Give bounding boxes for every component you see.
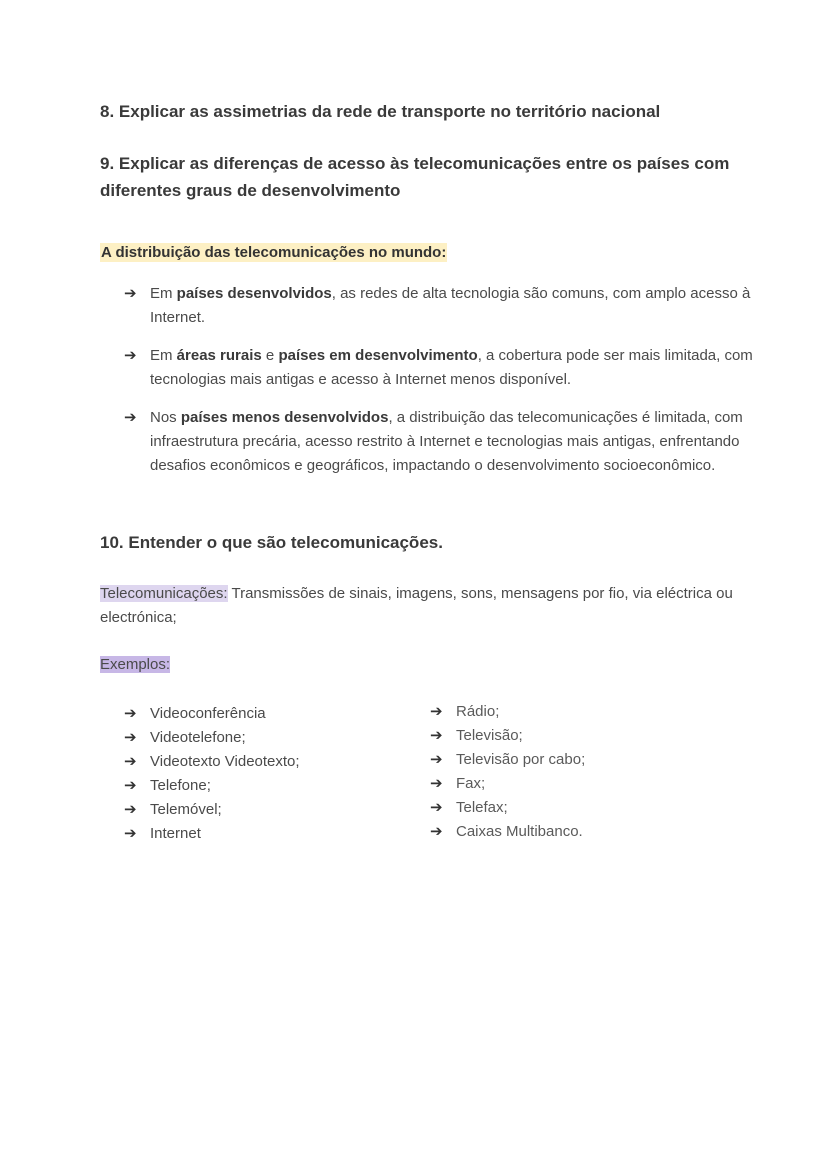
arrow-icon: ➔	[430, 775, 443, 792]
arrow-icon: ➔	[124, 705, 137, 722]
list-item: ➔ Telefax;	[430, 796, 585, 820]
arrow-icon: ➔	[430, 823, 443, 840]
arrow-icon: ➔	[124, 825, 137, 842]
list-item: ➔ Nos países menos desenvolvidos, a distribuição das telecomunicações é limitada, com infraestrutura precária, acesso restrito à Internet e tecnologias mais antigas, enfrentando desafios econômicos e geográficos, impactando o desenvolvimento socioeconômico.	[124, 406, 784, 478]
examples-left-list	[124, 702, 300, 846]
list-item: ➔ Em áreas rurais e países em desenvolvimento, a cobertura pode ser mais limitada, com tecnologias mais antigas e acesso à Internet menos disponível.	[124, 344, 784, 392]
arrow-icon: ➔	[124, 347, 137, 364]
list-item: ➔ Telemóvel;	[124, 798, 300, 822]
arrow-icon: ➔	[124, 729, 137, 746]
list-item: ➔ Videoconferência	[124, 702, 300, 726]
distribution-title-wrap	[100, 244, 447, 262]
arrow-icon: ➔	[430, 751, 443, 768]
distribution-bullet-list	[124, 282, 784, 492]
list-item: ➔ Televisão;	[430, 724, 585, 748]
arrow-icon: ➔	[124, 285, 137, 302]
list-item: ➔ Em países desenvolvidos, as redes de alta tecnologia são comuns, com amplo acesso à Internet.	[124, 282, 784, 330]
examples-label-wrap	[100, 653, 780, 677]
examples-right-list	[430, 700, 585, 844]
list-item: ➔ Videotelefone;	[124, 726, 300, 750]
definition-paragraph	[100, 582, 780, 630]
definition-term: Telecomunicações:	[100, 585, 228, 602]
arrow-icon: ➔	[124, 409, 137, 426]
arrow-icon: ➔	[124, 801, 137, 818]
examples-label: Exemplos:	[100, 656, 171, 673]
arrow-icon: ➔	[124, 777, 137, 794]
list-item: ➔ Telefone;	[124, 774, 300, 798]
list-item: ➔ Fax;	[430, 772, 585, 796]
list-item: ➔ Rádio;	[430, 700, 585, 724]
list-item: ➔ Televisão por cabo;	[430, 748, 585, 772]
arrow-icon: ➔	[430, 799, 443, 816]
list-item: ➔ Internet	[124, 822, 300, 846]
list-item: ➔ Videotexto Videotexto;	[124, 750, 300, 774]
definition-text: Transmissões de sinais, imagens, sons, mensagens por fio, via eléctrica ou electrónica;	[100, 585, 733, 626]
arrow-icon: ➔	[430, 703, 443, 720]
distribution-title: A distribuição das telecomunicações no mundo:	[101, 244, 447, 261]
list-item: ➔ Caixas Multibanco.	[430, 820, 585, 844]
heading-8: 8. Explicar as assimetrias da rede de transporte no território nacional	[100, 102, 661, 121]
heading-9: 9. Explicar as diferenças de acesso às telecomunicações entre os países com diferentes graus de desenvolvimento	[100, 154, 730, 200]
arrow-icon: ➔	[124, 753, 137, 770]
heading-10: 10. Entender o que são telecomunicações.	[100, 533, 443, 552]
arrow-icon: ➔	[430, 727, 443, 744]
